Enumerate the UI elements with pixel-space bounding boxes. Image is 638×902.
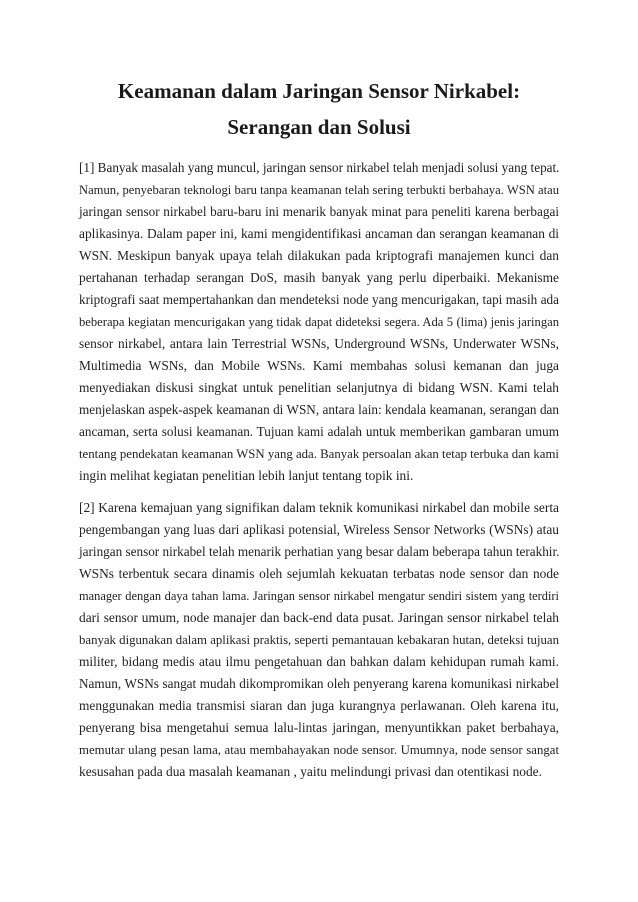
paragraph-line: manager dengan daya tahan lama. Jaringan sensor nirkabel mengatur sendiri sistem yang terdiri xyxy=(79,589,559,603)
paragraph-line: pengembangan yang luas dari aplikasi potensial, Wireless Sensor Networks (WSNs) atau xyxy=(79,522,559,537)
paragraph-line: tentang pendekatan keamanan WSN yang ada. Banyak persoalan akan tetap terbuka dan kami xyxy=(79,447,559,461)
paragraph-line: jaringan sensor nirkabel telah menarik perhatian yang besar dalam beberapa tahun terakhir. xyxy=(79,544,560,559)
paragraph-line: ancaman, serta solusi keamanan. Tujuan kami adalah untuk memberikan gambaran umum xyxy=(79,424,559,439)
paragraph-line: memutar ulang pesan lama, atau membahayakan node sensor. Umumnya, node sensor sangat xyxy=(79,743,559,757)
paragraph-line: penyerang bisa mengetahui semua lalu-lintas jaringan, menyuntikkan paket berbahaya, xyxy=(79,720,559,735)
paragraph-line: militer, bidang medis atau ilmu pengetahuan dan bahkan dalam kehidupan rumah kami. xyxy=(79,654,559,669)
paragraph-line: sensor nirkabel, antara lain Terrestrial WSNs, Underground WSNs, Underwater WSNs, xyxy=(79,336,559,351)
paragraph-line: menyediakan diskusi singkat untuk penelitian selanjutnya di bidang WSN. Kami telah xyxy=(79,380,559,395)
paragraph-line: banyak digunakan dalam aplikasi praktis, seperti pemantauan kebakaran hutan, deteksi tujuan xyxy=(79,633,559,647)
paragraph-line: dari sensor umum, node manajer dan back-end data pusat. Jaringan sensor nirkabel telah xyxy=(79,610,559,625)
paragraph-line: jaringan sensor nirkabel baru-baru ini menarik banyak minat para peneliti karena berbagai xyxy=(79,204,559,219)
paragraph-line: Multimedia WSNs, dan Mobile WSNs. Kami membahas solusi kemanan dan juga xyxy=(79,358,559,373)
paragraph-line: WSN. Meskipun banyak upaya telah dilakukan pada kriptografi manajemen kunci dan xyxy=(79,248,559,263)
paragraph-2 xyxy=(79,497,559,783)
paragraph-line: [2] Karena kemajuan yang signifikan dalam teknik komunikasi nirkabel dan mobile serta xyxy=(79,500,559,515)
paragraph-line: WSNs terbentuk secara dinamis oleh sejumlah kekuatan terbatas node sensor dan node xyxy=(79,566,559,581)
paragraph-line: beberapa kegiatan mencurigakan yang tidak dapat dideteksi segera. Ada 5 (lima) jenis jaringan xyxy=(79,315,559,329)
paragraph-line: [1] Banyak masalah yang muncul, jaringan sensor nirkabel telah menjadi solusi yang tepat. xyxy=(79,160,560,175)
paragraph-line: aplikasinya. Dalam paper ini, kami mengidentifikasi ancaman dan serangan keamanan di xyxy=(79,226,559,241)
document-title-line-1: Keamanan dalam Jaringan Sensor Nirkabel: xyxy=(117,79,521,103)
paragraph-line: Namun, penyebaran teknologi baru tanpa keamanan telah sering terbukti berbahaya. WSN atau xyxy=(79,183,559,197)
paragraph-line: ingin melihat kegiatan penelitian lebih lanjut tentang topik ini. xyxy=(79,468,414,483)
paragraph-line: kesusahan pada dua masalah keamanan , yaitu melindungi privasi dan otentikasi node. xyxy=(79,764,542,779)
paragraph-line: menjelaskan aspek-aspek keamanan di WSN, antara lain: kendala keamanan, serangan dan xyxy=(79,402,559,417)
paragraph-line: Namun, WSNs sangat mudah dikompromikan oleh penyerang karena komunikasi nirkabel xyxy=(79,676,559,691)
paragraph-line: menggunakan media transmisi siaran dan juga kurangnya perlawanan. Oleh karena itu, xyxy=(79,698,559,713)
document-title-line-2: Serangan dan Solusi xyxy=(227,115,411,139)
paragraph-line: pertahanan terhadap serangan DoS, masih banyak yang perlu diperbaiki. Mekanisme xyxy=(79,270,559,285)
paragraph-1 xyxy=(79,157,559,487)
paragraph-line: kriptografi saat mempertahankan dan mendeteksi node yang mencurigakan, tapi masih ada xyxy=(79,292,559,307)
